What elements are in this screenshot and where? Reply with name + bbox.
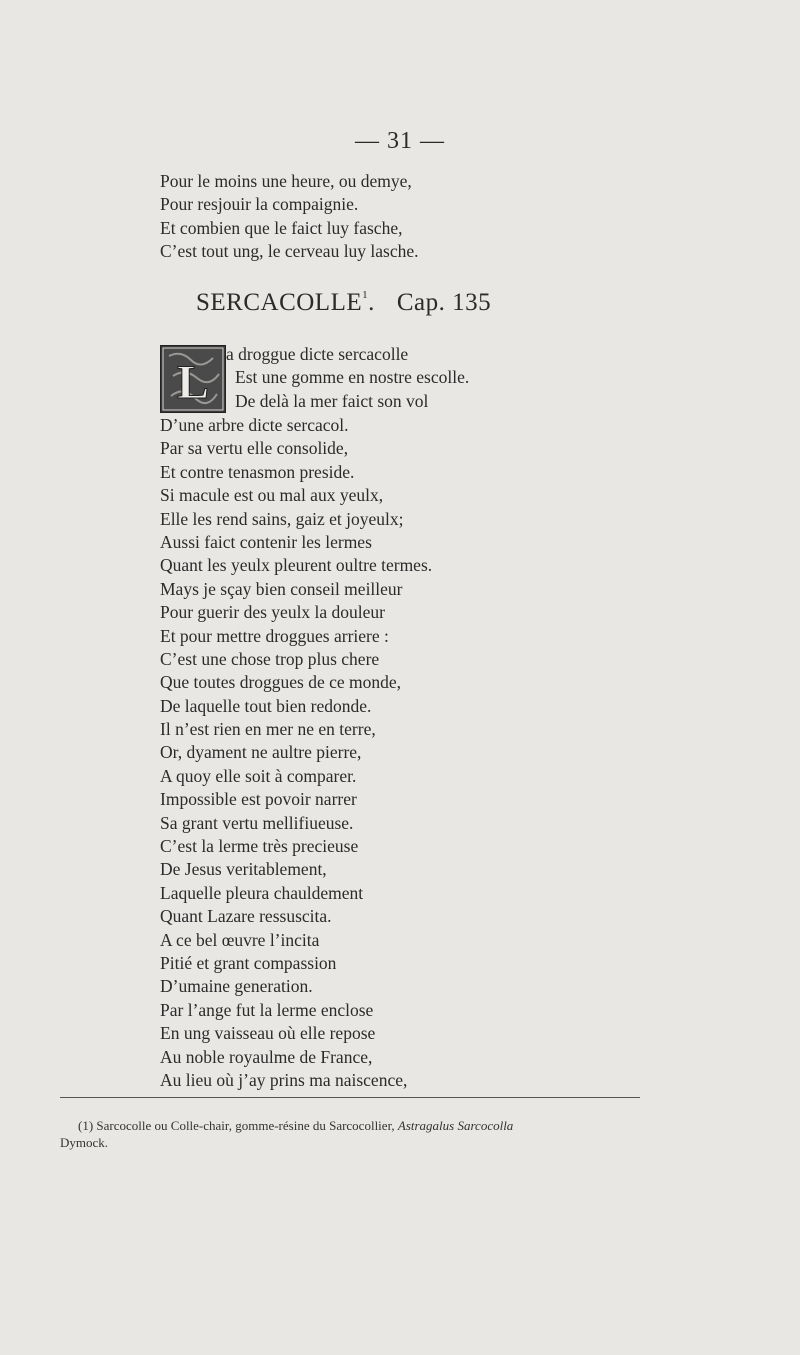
verse-line: Et combien que le faict luy fasche, [160, 217, 403, 238]
footnote-species: Astragalus Sarcocolla [397, 1118, 514, 1133]
verse-line: Pour resjouir la compaignie. [160, 194, 359, 215]
verse-line: Par l’ange fut la lerme enclose [160, 999, 374, 1020]
verse-line: Quant les yeulx pleurent oultre termes. [160, 555, 433, 576]
verse-line: Au lieu où j’ay prins ma naiscence, [160, 1069, 408, 1090]
verse-line: a droggue dicte sercacolle [226, 344, 409, 364]
footnote-text: (1) Sarcocolle ou Colle-chair, gomme-résine du Sarcocollier, [78, 1118, 398, 1133]
verse-line: Elle les rend sains, gaiz et joyeulx; [160, 508, 404, 529]
verse-line: C’est tout ung, le cerveau luy lasche. [160, 241, 419, 262]
verse-line: A quoy elle soit à comparer. [160, 765, 357, 786]
heading-period: . [368, 289, 375, 316]
ornament-initial-icon [161, 346, 225, 412]
intro-stanza [160, 170, 419, 264]
verse-line: De laquelle tout bien redonde. [160, 695, 372, 716]
verse-line: Pour le moins une heure, ou demye, [160, 171, 412, 191]
verse-line: D’umaine generation. [160, 976, 313, 997]
verse-line: Il n’est rien en mer ne en terre, [160, 719, 376, 740]
verse-line: Aussi faict contenir les lermes [160, 531, 372, 552]
chapter-heading [196, 289, 491, 317]
verse-line: Sa grant vertu mellifiueuse. [160, 812, 354, 833]
verse-line: Par sa vertu elle consolide, [160, 438, 349, 459]
verse-line: A ce bel œuvre l’incita [160, 929, 320, 950]
footnote-marker: 1 [362, 289, 369, 301]
verse-line: Et pour mettre droggues arriere : [160, 625, 389, 646]
verse-line: Laquelle pleura chauldement [160, 882, 364, 903]
verse-line: Si macule est ou mal aux yeulx, [160, 485, 384, 506]
verse-line: Pour guerir des yeulx la douleur [160, 602, 386, 623]
verse-line: D’une arbre dicte sercacol. [160, 415, 349, 435]
verse-line: Et contre tenasmon preside. [160, 461, 355, 482]
verse-line: Quant Lazare ressuscita. [160, 906, 332, 927]
footnote-divider [60, 1097, 640, 1098]
verse-line: C’est la lerme très precieuse [160, 836, 359, 857]
verse-line: C’est une chose trop plus chere [160, 648, 380, 669]
verse-line: Impossible est povoir narrer [160, 789, 357, 810]
verse-line: Est une gomme en nostre escolle. [235, 367, 470, 388]
page-number: — 31 — [355, 128, 445, 154]
verse-line: Que toutes droggues de ce monde, [160, 672, 402, 693]
ornamental-initial [160, 345, 226, 413]
footnote [60, 1117, 658, 1151]
verse-line: Mays je sçay bien conseil meilleur [160, 578, 403, 599]
opening-lines [226, 343, 469, 413]
main-stanza [160, 414, 432, 1092]
chapter-number: Cap. 135 [396, 289, 492, 316]
chapter-title: SERCACOLLE [196, 289, 363, 316]
verse-line: De delà la mer faict son vol [235, 390, 429, 411]
verse-line: Au noble royaulme de France, [160, 1046, 373, 1067]
footnote-continuation: Dymock. [60, 1135, 109, 1150]
verse-line: En ung vaisseau où elle repose [160, 1023, 376, 1044]
verse-line: De Jesus veritablement, [160, 859, 327, 880]
verse-line: Or, dyament ne aultre pierre, [160, 742, 362, 763]
dropcap-letter: L [176, 356, 210, 409]
verse-line: Pitié et grant compassion [160, 952, 337, 973]
